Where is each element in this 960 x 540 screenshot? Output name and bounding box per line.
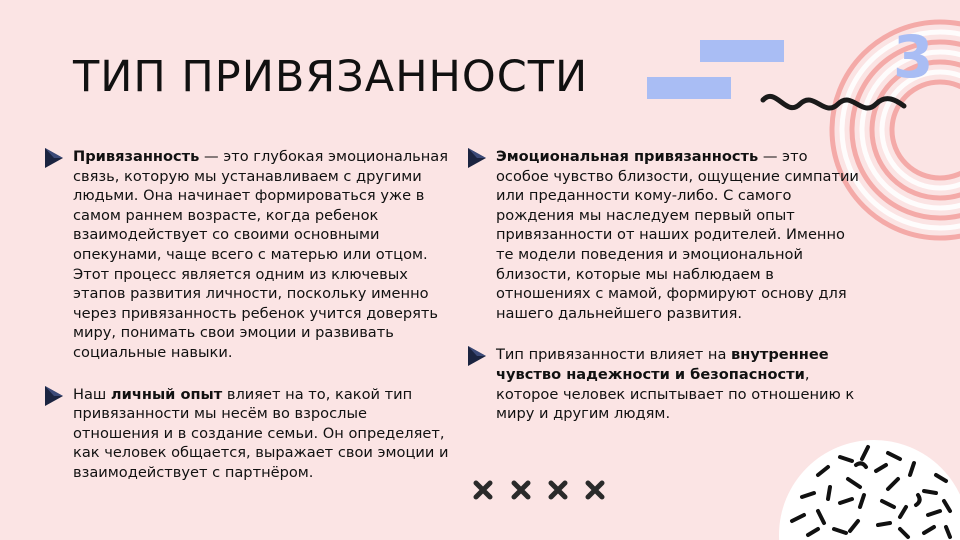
paragraph-text: Наш (73, 385, 111, 403)
paragraph-text: , которое человек испытывает по отношению к миру и другим людям. (496, 365, 855, 423)
term-bold: Эмоциональная привязанность (496, 148, 759, 165)
term-bold: личный опыт (110, 385, 223, 403)
list-item (466, 345, 861, 423)
list-item (43, 147, 453, 363)
paragraph-text: — это глубокая эмоциональная связь, которую мы устанавливаем с другими людьми. Она начинает формироваться уже в самом раннем возрасте, когда ребенок взаимодействует со своими основными опекунами, чаще всего с матерью или отцом. Этот процесс является одним из ключевых этапов развития личности, поскольку именно через привязанность ребенок учится доверять миру, понимать свои эмоции и развивать социальные навыки. (73, 148, 449, 361)
triangle-bullet-icon (43, 385, 65, 407)
list-item (466, 147, 861, 323)
blue-bar-decoration (700, 40, 784, 62)
triangle-bullet-icon (43, 147, 65, 169)
page-title: ТИП ПРИВЯЗАННОСТИ (73, 52, 589, 102)
patterned-circle-decoration (778, 435, 960, 540)
right-column (466, 147, 861, 424)
cross-marks-decoration (470, 478, 610, 504)
wavy-line-decoration (758, 88, 908, 124)
paragraph-text: — это особое чувство близости, ощущение симпатии или преданности кому-либо. С самого рождения мы наследуем первый опыт привязанности от наших родителей. Именно те модели поведения и эмоциональной близости, которые мы наблюдаем в отношениях с мамой, формируют основу для нашего дальнейшего развития. (496, 148, 859, 322)
paragraph-text: Тип привязанности влияет на (496, 346, 732, 364)
term-bold: Привязанность (73, 148, 200, 165)
paragraph-text: влияет на то, какой тип привязанности мы несём во взрослые отношения и в создание семьи. Он определяет, как человек общается, выражает свои эмоции и взаимодействует с партнёром. (73, 385, 449, 481)
left-column (43, 147, 453, 483)
triangle-bullet-icon (466, 147, 488, 169)
list-item (43, 385, 453, 483)
term-bold: внутреннее чувство надежности и безопасности (496, 346, 829, 383)
slide-number: 3 (893, 23, 934, 91)
blue-bar-decoration (647, 77, 731, 99)
triangle-bullet-icon (466, 345, 488, 367)
